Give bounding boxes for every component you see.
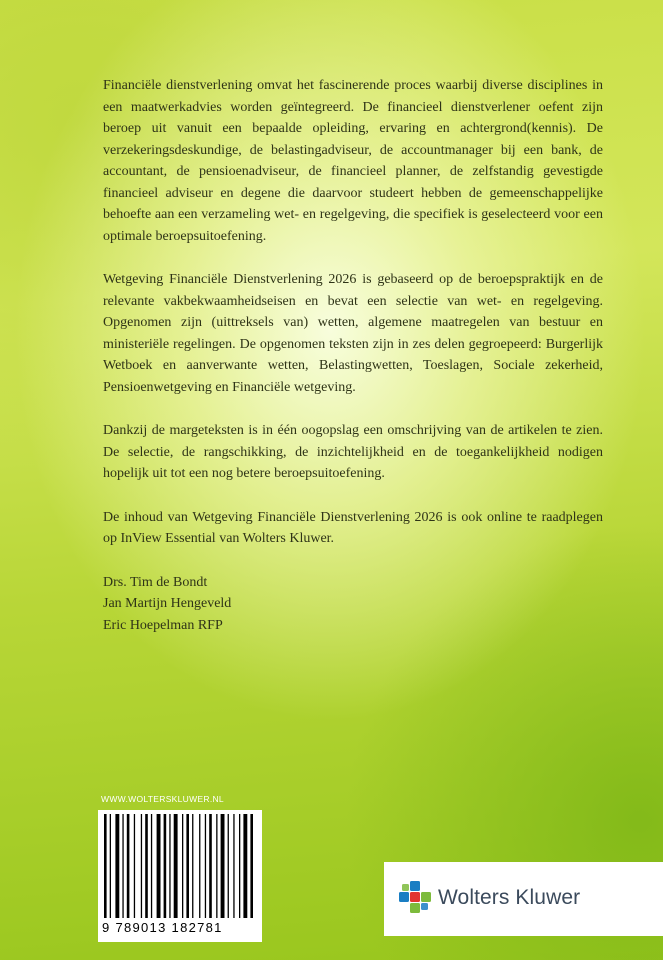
barcode-bar (104, 814, 107, 918)
paragraph-online: De inhoud van Wetgeving Financiële Dienstverlening 2026 is ook online te raadplegen op InView Essential van Wolters Kluwer. (103, 509, 603, 546)
author-name: Jan Martijn Hengeveld (103, 596, 232, 611)
barcode-bar (164, 814, 167, 918)
barcode-bar (186, 814, 189, 918)
barcode-bar (239, 814, 240, 918)
barcode-bar (134, 814, 135, 918)
barcode-bar (192, 814, 193, 918)
barcode-bar (127, 814, 130, 918)
back-cover-text (103, 75, 603, 636)
barcode-bar (209, 814, 212, 918)
barcode-bar (233, 814, 234, 918)
author-list (103, 572, 603, 637)
barcode-bars (98, 810, 262, 922)
barcode-bar (145, 814, 148, 918)
barcode-bar (151, 814, 152, 918)
barcode-bar (174, 814, 178, 918)
brand-name: Wolters Kluwer (438, 886, 581, 909)
wolters-kluwer-logo-icon (398, 880, 432, 914)
barcode-bar (221, 814, 225, 918)
barcode-bar (250, 814, 253, 918)
author-name: Drs. Tim de Bondt (103, 574, 208, 590)
author-name: Eric Hoepelman RFP (103, 617, 223, 633)
barcode-bar (216, 814, 217, 918)
barcode-bar (199, 814, 200, 918)
paragraph-intro: Financiële dienstverlening omvat het fascinerende proces waarbij diverse disciplines in een maatwerkadvies worden geïntegreerd. De financieel dienstverlener oefent zijn beroep uit vanuit een bepaalde opleiding, ervaring en achtergrond(kennis). De verzekeringsdeskundige, de belastingadviseur, de accountmanager bij een bank, de accountant, de pensioenadviseur, de financieel planner, de zelfstandig gevestigde financieel adviseur en degene die daarvoor studeert hebben de gemeenschappelijke behoefte aan een verzameling wet- en regelgeving, die specifiek is geselecteerd voor een optimale beroepsuitoefening. (103, 78, 603, 244)
paragraph-contents: Wetgeving Financiële Dienstverlening 2026 is gebaseerd op de beroepspraktijk en de relevante vakbekwaamheidseisen en bevat een selectie van wet- en regelgeving. Opgenomen zijn (uittreksels van) wetten, algemene maatregelen van bestuur en ministeriële regelingen. De opgenomen teksten zijn in zes delen gegroepeerd: Burgerlijk Wetboek en aanverwante wetten, Belastingwetten, Toeslagen, Sociale zekerheid, Pensioenwetgeving en Financiële wetgeving. (103, 272, 603, 395)
barcode-bar (141, 814, 142, 918)
barcode-bar (157, 814, 161, 918)
isbn-number: 9 789013 182781 (102, 920, 223, 935)
isbn-barcode (98, 810, 262, 942)
barcode-bar (228, 814, 229, 918)
website-url: WWW.WOLTERSKLUWER.NL (101, 794, 224, 804)
barcode-bar (182, 814, 183, 918)
barcode-bar (122, 814, 123, 918)
barcode-bar (115, 814, 119, 918)
barcode-bar (169, 814, 170, 918)
barcode-bar (110, 814, 111, 918)
barcode-bar (243, 814, 247, 918)
barcode-bar (205, 814, 206, 918)
publisher-logo-box (384, 862, 663, 936)
paragraph-margin-texts: Dankzij de margeteksten is in één oogopslag een omschrijving van de artikelen te zien. De selectie, de rangschikking, de inzichtelijkheid en de toegankelijkheid nodigen hopelijk uit tot een nog betere beroepsuitoefening. (103, 423, 603, 481)
